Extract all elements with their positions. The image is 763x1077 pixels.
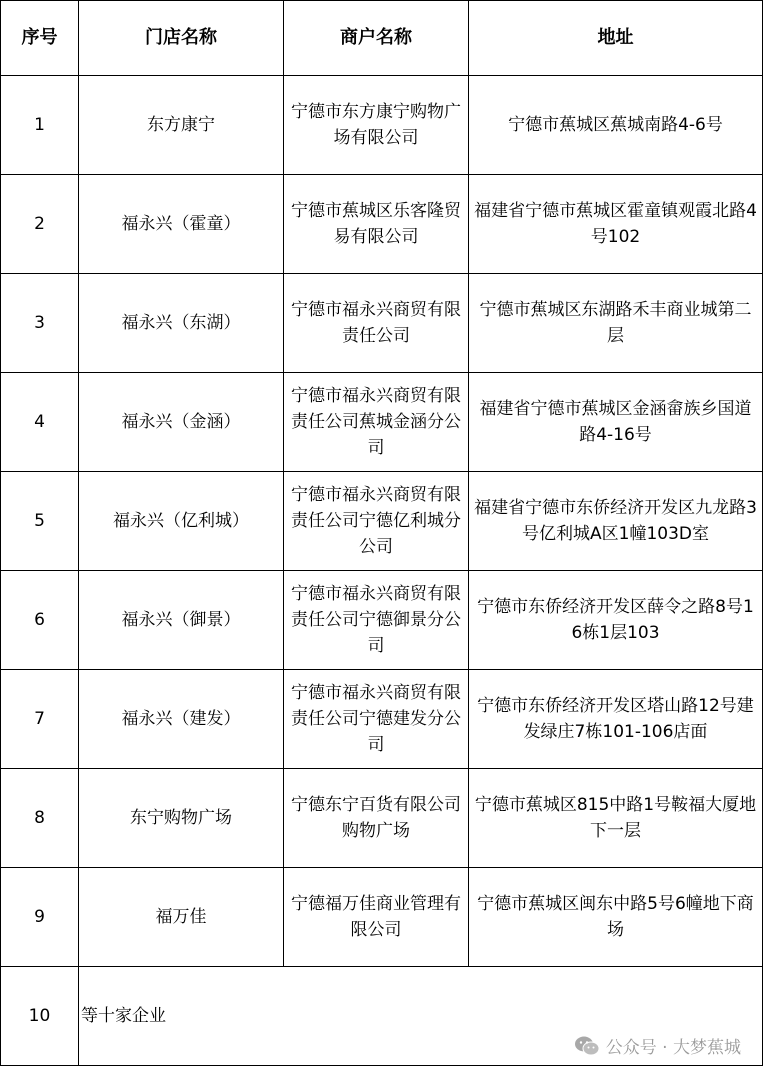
- cell-store: 福永兴（金涵）: [79, 373, 284, 472]
- cell-address: 宁德市蕉城区815中路1号鞍福大厦地下一层: [469, 769, 763, 868]
- cell-store: 东方康宁: [79, 76, 284, 175]
- table-row: [1, 868, 763, 967]
- table-row: [1, 76, 763, 175]
- cell-merchant: 宁德市蕉城区乐客隆贸易有限公司: [284, 175, 469, 274]
- table-row: [1, 274, 763, 373]
- cell-address: 福建省宁德市蕉城区金涵畲族乡国道路4-16号: [469, 373, 763, 472]
- cell-address: 福建省宁德市东侨经济开发区九龙路3号亿利城A区1幢103D室: [469, 472, 763, 571]
- cell-store: 福永兴（东湖）: [79, 274, 284, 373]
- table-row: [1, 670, 763, 769]
- cell-address: 宁德市东侨经济开发区薛令之路8号16栋1层103: [469, 571, 763, 670]
- header-merchant: 商户名称: [284, 1, 469, 76]
- header-row: [1, 1, 763, 76]
- cell-store: 东宁购物广场: [79, 769, 284, 868]
- cell-no: 4: [1, 373, 79, 472]
- cell-no: 9: [1, 868, 79, 967]
- cell-store: 福万佳: [79, 868, 284, 967]
- wechat-icon: [574, 1035, 600, 1057]
- cell-merchant: 宁德市福永兴商贸有限责任公司宁德亿利城分公司: [284, 472, 469, 571]
- cell-store: 福永兴（亿利城）: [79, 472, 284, 571]
- table-row: [1, 769, 763, 868]
- cell-store: 福永兴（霍童）: [79, 175, 284, 274]
- cell-no: 8: [1, 769, 79, 868]
- cell-merchant: 宁德市东方康宁购物广场有限公司: [284, 76, 469, 175]
- table-row: [1, 472, 763, 571]
- table-row: [1, 175, 763, 274]
- cell-no: 1: [1, 76, 79, 175]
- header-no: 序号: [1, 1, 79, 76]
- cell-address: 福建省宁德市蕉城区霍童镇观霞北路4号102: [469, 175, 763, 274]
- cell-no: 3: [1, 274, 79, 373]
- watermark-text: 公众号 · 大梦蕉城: [605, 1038, 741, 1058]
- cell-merchant: 宁德市福永兴商贸有限责任公司宁德御景分公司: [284, 571, 469, 670]
- cell-no: 10: [1, 967, 79, 1066]
- cell-no: 5: [1, 472, 79, 571]
- cell-merchant: 宁德东宁百货有限公司购物广场: [284, 769, 469, 868]
- cell-address: 宁德市蕉城区蕉城南路4-6号: [469, 76, 763, 175]
- cell-merchant: 宁德福万佳商业管理有限公司: [284, 868, 469, 967]
- header-address: 地址: [469, 1, 763, 76]
- cell-merchant: 宁德市福永兴商贸有限责任公司蕉城金涵分公司: [284, 373, 469, 472]
- header-store: 门店名称: [79, 1, 284, 76]
- cell-store: 福永兴（御景）: [79, 571, 284, 670]
- cell-merchant: 宁德市福永兴商贸有限责任公司宁德建发分公司: [284, 670, 469, 769]
- watermark: [574, 1033, 741, 1058]
- cell-no: 7: [1, 670, 79, 769]
- table-row: [1, 373, 763, 472]
- cell-merchant: 宁德市福永兴商贸有限责任公司: [284, 274, 469, 373]
- cell-address: 宁德市东侨经济开发区塔山路12号建发绿庄7栋101-106店面: [469, 670, 763, 769]
- summary-note: 等十家企业: [79, 967, 763, 1066]
- cell-no: 6: [1, 571, 79, 670]
- cell-no: 2: [1, 175, 79, 274]
- table-body: [1, 76, 763, 1066]
- cell-address: 宁德市蕉城区东湖路禾丰商业城第二层: [469, 274, 763, 373]
- cell-address: 宁德市蕉城区闽东中路5号6幢地下商场: [469, 868, 763, 967]
- cell-store: 福永兴（建发）: [79, 670, 284, 769]
- table-row: [1, 571, 763, 670]
